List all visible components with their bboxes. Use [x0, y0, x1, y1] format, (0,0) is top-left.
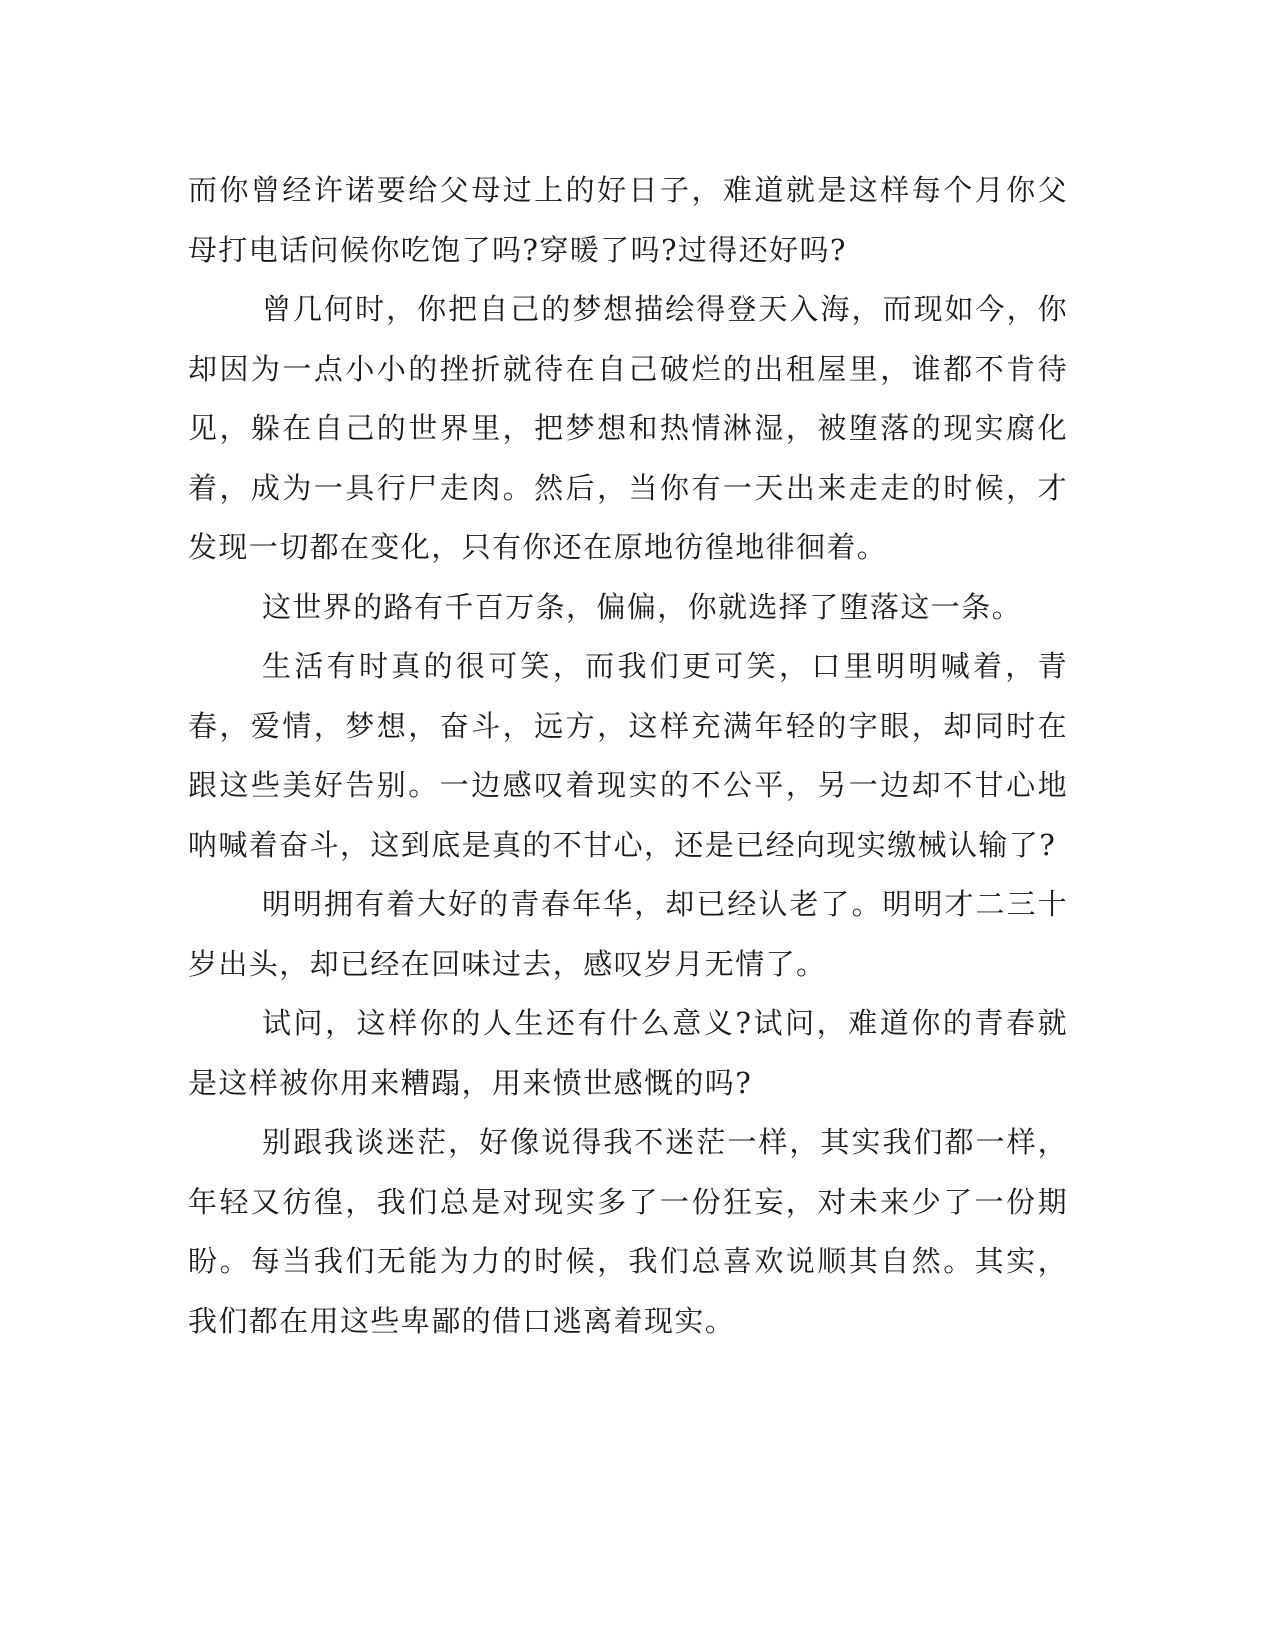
paragraph-6: 试问，这样你的人生还有什么意义?试问，难道你的青春就是这样被你用来糟蹋，用来愤世感慨的吗?	[188, 1006, 1068, 1100]
paragraph-1: 而你曾经许诺要给父母过上的好日子，难道就是这样每个月你父母打电话问候你吃饱了吗?穿暖了吗?过得还好吗?	[188, 173, 1068, 267]
paragraph-3: 这世界的路有千百万条，偏偏，你就选择了堕落这一条。	[262, 589, 1023, 624]
paragraph-4: 生活有时真的很可笑，而我们更可笑，口里明明喊着，青春，爱情，梦想，奋斗，远方，这样充满年轻的字眼，却同时在跟这些美好告别。一边感叹着现实的不公平，另一边却不甘心地呐喊着奋斗，这到底是真的不甘心，还是已经向现实缴械认输了?	[188, 649, 1068, 862]
paragraph-5: 明明拥有着大好的青春年华，却已经认老了。明明才二三十岁出头，却已经在回味过去，感叹岁月无情了。	[188, 887, 1068, 981]
paragraph-7: 别跟我谈迷茫，好像说得我不迷茫一样，其实我们都一样，年轻又彷徨，我们总是对现实多了一份狂妄，对未来少了一份期盼。每当我们无能为力的时候，我们总喜欢说顺其自然。其实，我们都在用这些卑鄙的借口逃离着现实。	[188, 1125, 1068, 1338]
document-body	[188, 161, 1068, 1351]
paragraph-2: 曾几何时，你把自己的梦想描绘得登天入海，而现如今，你却因为一点小小的挫折就待在自己破烂的出租屋里，谁都不肯待见，躲在自己的世界里，把梦想和热情淋湿，被堕落的现实腐化着，成为一具行尸走肉。然后，当你有一天出来走走的时候，才发现一切都在变化，只有你还在原地彷徨地徘徊着。	[188, 292, 1068, 564]
